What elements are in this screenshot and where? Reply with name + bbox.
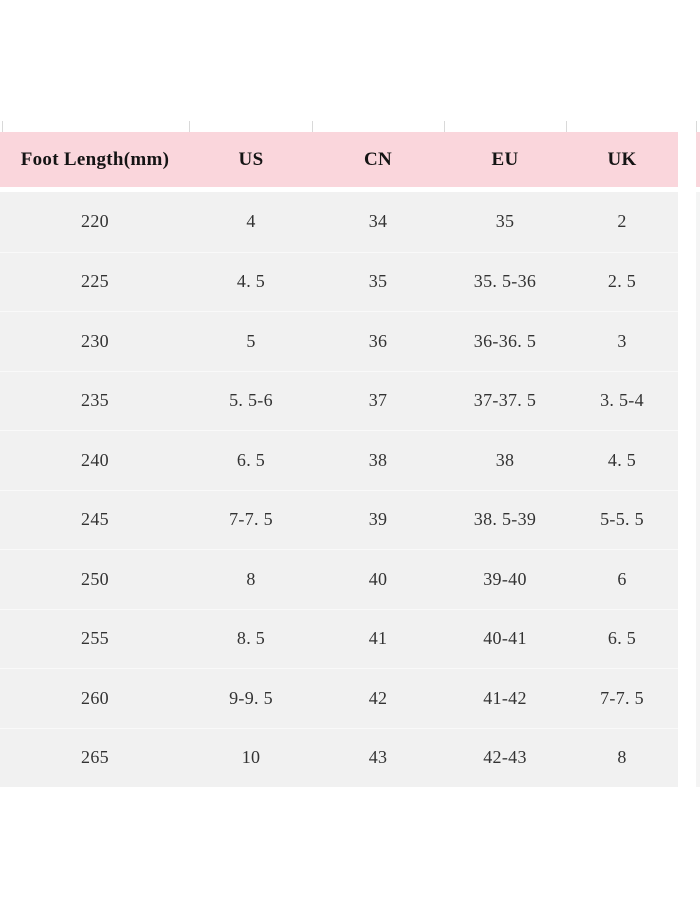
table-cell: 41 (368, 628, 388, 649)
cutoff-column-body-sliver (696, 192, 700, 787)
table-body (0, 192, 678, 787)
table-cell: 43 (368, 747, 388, 768)
table-cell: 5. 5-6 (229, 390, 273, 411)
table-cell: 40-41 (483, 628, 527, 649)
table-cell: 10 (241, 747, 261, 768)
table-cell: 2 (617, 211, 627, 232)
table-cell: 8 (246, 568, 256, 589)
table-row (0, 668, 678, 728)
table-cell: 4. 5 (607, 449, 637, 470)
column-header-cn: CN (363, 148, 393, 170)
table-row (0, 252, 678, 312)
table-cell: 41-42 (483, 687, 527, 708)
table-cell: 38. 5-39 (473, 509, 537, 530)
size-chart-table (0, 132, 678, 787)
table-cell: 8 (617, 747, 627, 768)
table-cell: 37-37. 5 (473, 390, 537, 411)
table-cell: 35 (368, 271, 388, 292)
table-cell: 39 (368, 509, 388, 530)
table-cell: 40 (368, 568, 388, 589)
table-cell: 2. 5 (607, 271, 637, 292)
table-header-row (0, 132, 678, 187)
table-cell: 35 (495, 211, 515, 232)
table-cell: 6 (617, 568, 627, 589)
table-cell: 36-36. 5 (473, 330, 537, 351)
table-cell: 37 (368, 390, 388, 411)
table-cell: 4 (246, 211, 256, 232)
table-cell: 35. 5-36 (473, 271, 537, 292)
cutoff-column-header-sliver (696, 132, 700, 187)
table-row (0, 728, 678, 788)
column-border-stub (189, 121, 190, 132)
table-cell: 42-43 (483, 747, 527, 768)
table-cell: 230 (81, 330, 109, 351)
column-border-stub (566, 121, 567, 132)
table-cell: 8. 5 (236, 628, 266, 649)
table-cell: 36 (368, 330, 388, 351)
table-cell: 240 (81, 449, 109, 470)
table-cell: 255 (81, 628, 109, 649)
table-cell: 235 (81, 390, 109, 411)
table-cell: 225 (81, 271, 109, 292)
column-header-eu: EU (491, 148, 519, 170)
column-border-stub (312, 121, 313, 132)
table-cell: 250 (81, 568, 109, 589)
table-cell: 38 (495, 449, 515, 470)
table-cell: 5-5. 5 (600, 509, 644, 530)
table-row (0, 371, 678, 431)
table-cell: 3. 5-4 (600, 390, 644, 411)
table-row (0, 430, 678, 490)
table-row (0, 609, 678, 669)
table-cell: 260 (81, 687, 109, 708)
table-cell: 7-7. 5 (600, 687, 644, 708)
table-cell: 38 (368, 449, 388, 470)
table-cell: 34 (368, 211, 388, 232)
table-row (0, 490, 678, 550)
table-cell: 42 (368, 687, 388, 708)
table-cell: 5 (246, 330, 256, 351)
column-border-stub (444, 121, 445, 132)
column-border-stub (2, 121, 3, 132)
column-header-us: US (238, 148, 264, 170)
table-cell: 4. 5 (236, 271, 266, 292)
table-cell: 6. 5 (607, 628, 637, 649)
table-cell: 6. 5 (236, 449, 266, 470)
column-header-uk: UK (607, 148, 637, 170)
table-row (0, 311, 678, 371)
column-header-foot-length-mm: Foot Length(mm) (20, 148, 170, 170)
table-cell: 9-9. 5 (229, 687, 273, 708)
column-border-stub (696, 121, 697, 132)
table-row (0, 192, 678, 252)
table-cell: 245 (81, 509, 109, 530)
table-cell: 265 (81, 747, 109, 768)
table-cell: 3 (617, 330, 627, 351)
table-cell: 220 (81, 211, 109, 232)
table-cell: 39-40 (483, 568, 527, 589)
table-row (0, 549, 678, 609)
table-cell: 7-7. 5 (229, 509, 273, 530)
